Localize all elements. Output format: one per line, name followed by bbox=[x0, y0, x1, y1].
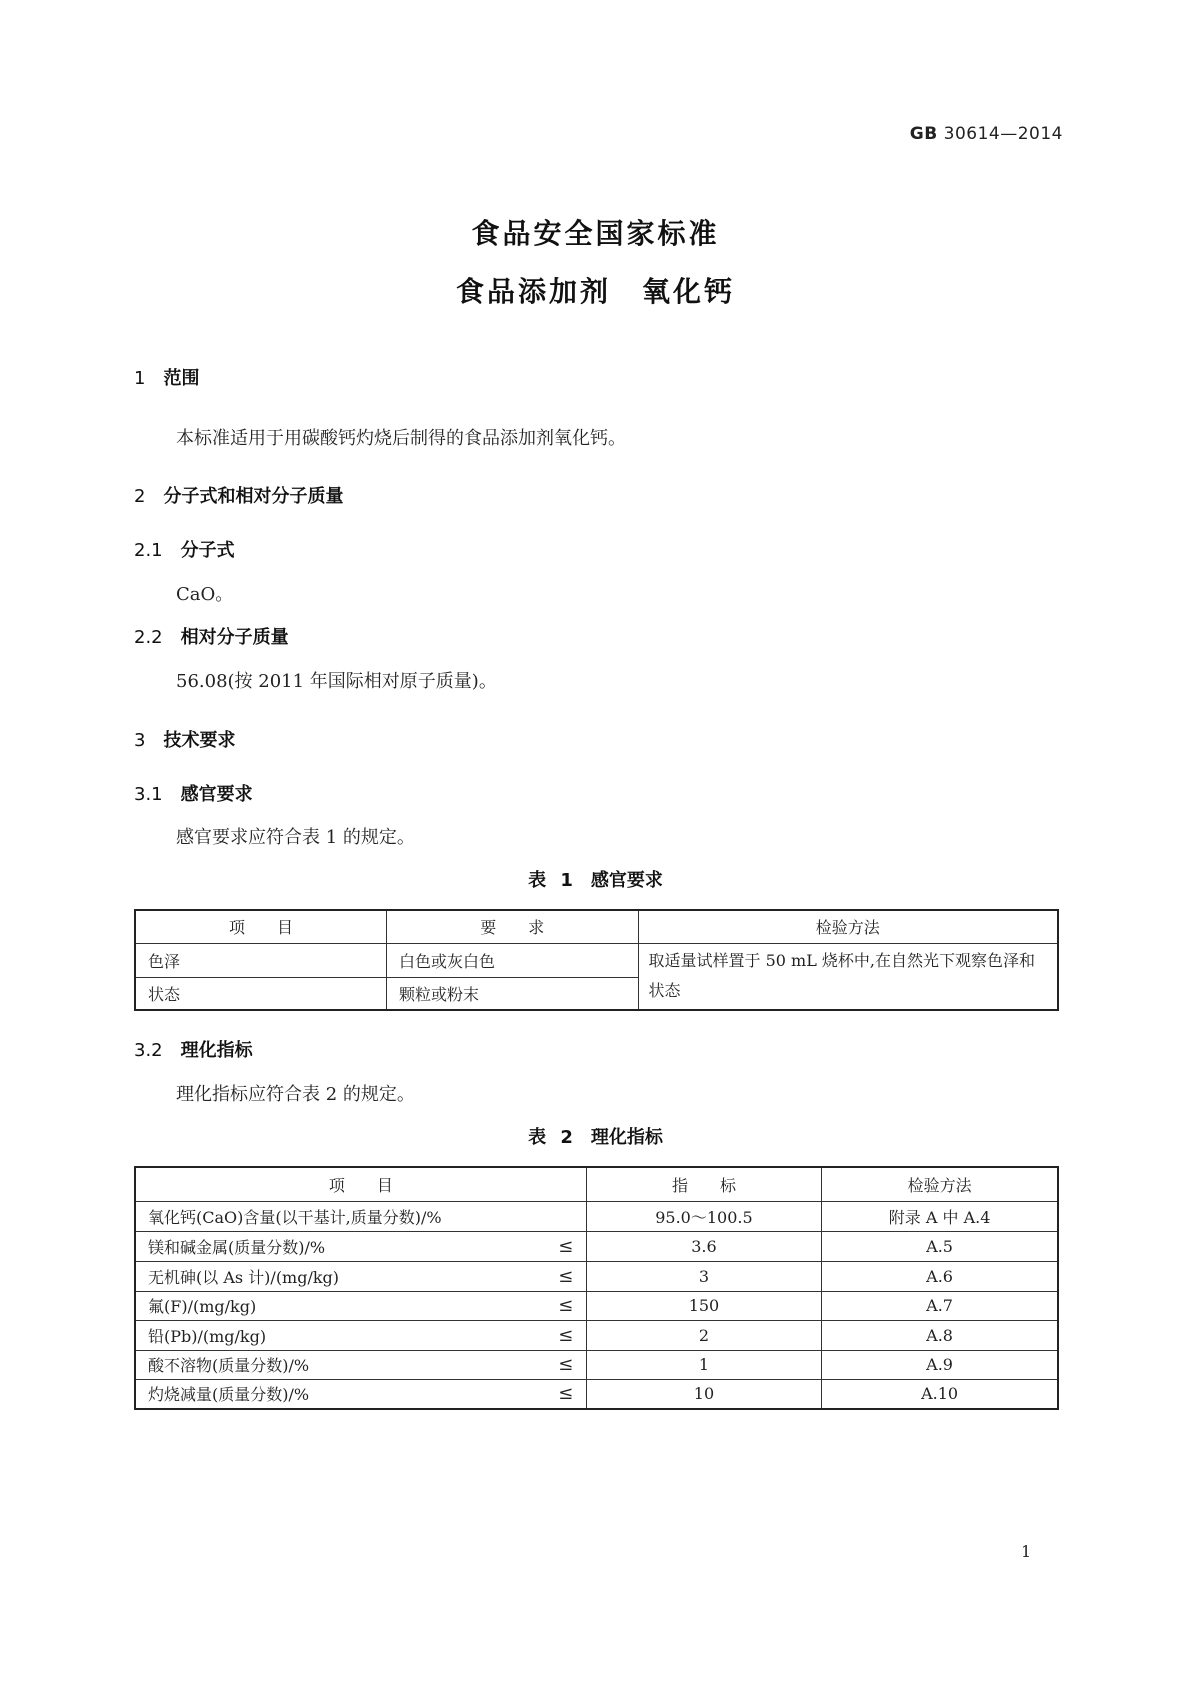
table-1 bbox=[134, 909, 1059, 1011]
section-title: 理化指标 bbox=[180, 1040, 253, 1061]
le-symbol: ≤ bbox=[546, 1320, 586, 1350]
table-row bbox=[135, 1350, 1058, 1379]
section-2-1-heading bbox=[134, 536, 235, 562]
main-title: 食品安全国家标准 bbox=[471, 217, 720, 250]
table-row bbox=[135, 943, 1058, 977]
section-3-heading bbox=[134, 726, 235, 752]
table-cell-value: 1 bbox=[586, 1350, 821, 1379]
table-cell-value: 10 bbox=[586, 1379, 821, 1409]
section-number: 2.1 bbox=[134, 540, 163, 561]
table-header-cell: 检验方法 bbox=[822, 1167, 1058, 1201]
section-1-text: 本标准适用于用碳酸钙灼烧后制得的食品添加剂氧化钙。 bbox=[176, 428, 626, 449]
table-header-cell: 项 目 bbox=[135, 910, 387, 943]
table-cell-item: 镁和碱金属(质量分数)/% bbox=[135, 1231, 546, 1261]
page-number: 1 bbox=[1021, 1542, 1032, 1561]
section-number: 2 bbox=[134, 486, 146, 507]
table-cell-requirement: 颗粒或粉末 bbox=[387, 977, 639, 1010]
section-2-1-text: CaO。 bbox=[176, 584, 234, 605]
table-2 bbox=[134, 1166, 1059, 1410]
table-cell-requirement: 白色或灰白色 bbox=[387, 943, 639, 977]
table-cell-method: A.6 bbox=[822, 1261, 1058, 1291]
section-3-2-heading bbox=[134, 1036, 253, 1062]
section-title: 技术要求 bbox=[163, 730, 236, 751]
table-cell-method: A.10 bbox=[822, 1379, 1058, 1409]
table-row bbox=[135, 1231, 1058, 1261]
table-cell-item: 铅(Pb)/(mg/kg) bbox=[135, 1320, 546, 1350]
section-1-heading bbox=[134, 364, 199, 390]
table-header-cell: 要 求 bbox=[387, 910, 639, 943]
table-cell-method: A.8 bbox=[822, 1320, 1058, 1350]
table-row bbox=[135, 1320, 1058, 1350]
table-header-cell: 指 标 bbox=[586, 1167, 821, 1201]
table-1-caption: 表 1 感官要求 bbox=[528, 870, 663, 891]
standard-code: 30614—2014 bbox=[943, 124, 1063, 144]
section-number: 1 bbox=[134, 368, 146, 389]
section-number: 3 bbox=[134, 730, 146, 751]
sub-title: 食品添加剂 氧化钙 bbox=[455, 275, 735, 308]
standard-prefix: GB bbox=[909, 124, 938, 144]
le-symbol: ≤ bbox=[546, 1261, 586, 1291]
table-cell-item: 氧化钙(CaO)含量(以干基计,质量分数)/% bbox=[135, 1201, 586, 1231]
section-title: 分子式和相对分子质量 bbox=[163, 486, 344, 507]
table-cell-method: 附录 A 中 A.4 bbox=[822, 1201, 1058, 1231]
le-symbol: ≤ bbox=[546, 1291, 586, 1320]
table-2-caption: 表 2 理化指标 bbox=[528, 1127, 663, 1148]
table-cell-method: 取适量试样置于 50 mL 烧杯中,在自然光下观察色泽和状态 bbox=[638, 943, 1058, 1010]
table-cell-item: 氟(F)/(mg/kg) bbox=[135, 1291, 546, 1320]
le-symbol: ≤ bbox=[546, 1231, 586, 1261]
section-title: 感官要求 bbox=[180, 784, 253, 805]
section-3-1-heading bbox=[134, 780, 253, 806]
section-2-2-text: 56.08(按 2011 年国际相对原子质量)。 bbox=[176, 671, 497, 692]
table-cell-item: 酸不溶物(质量分数)/% bbox=[135, 1350, 546, 1379]
table-header-row bbox=[135, 1167, 1058, 1201]
table-row bbox=[135, 1201, 1058, 1231]
table-cell-value: 3 bbox=[586, 1261, 821, 1291]
table-cell-item: 无机砷(以 As 计)/(mg/kg) bbox=[135, 1261, 546, 1291]
section-2-2-heading bbox=[134, 623, 289, 649]
table-cell-item: 灼烧减量(质量分数)/% bbox=[135, 1379, 546, 1409]
table-row bbox=[135, 1379, 1058, 1409]
section-number: 2.2 bbox=[134, 627, 163, 648]
table-cell-value: 3.6 bbox=[586, 1231, 821, 1261]
section-3-1-text: 感官要求应符合表 1 的规定。 bbox=[176, 827, 415, 848]
table-cell-method: A.5 bbox=[822, 1231, 1058, 1261]
le-symbol: ≤ bbox=[546, 1379, 586, 1409]
section-3-2-text: 理化指标应符合表 2 的规定。 bbox=[176, 1084, 415, 1105]
table-cell-item: 色泽 bbox=[135, 943, 387, 977]
table-row bbox=[135, 1291, 1058, 1320]
table-cell-value: 95.0～100.5 bbox=[586, 1201, 821, 1231]
section-number: 3.1 bbox=[134, 784, 163, 805]
table-header-cell: 项 目 bbox=[135, 1167, 586, 1201]
section-title: 范围 bbox=[163, 368, 200, 389]
table-header-cell: 检验方法 bbox=[638, 910, 1058, 943]
table-cell-value: 2 bbox=[586, 1320, 821, 1350]
table-cell-value: 150 bbox=[586, 1291, 821, 1320]
section-title: 相对分子质量 bbox=[180, 627, 289, 648]
table-header-row bbox=[135, 910, 1058, 943]
table-cell-method: A.7 bbox=[822, 1291, 1058, 1320]
section-title: 分子式 bbox=[180, 540, 235, 561]
le-symbol: ≤ bbox=[546, 1350, 586, 1379]
section-number: 3.2 bbox=[134, 1040, 163, 1061]
standard-number bbox=[910, 124, 1063, 144]
table-cell-item: 状态 bbox=[135, 977, 387, 1010]
section-2-heading bbox=[134, 482, 343, 508]
table-cell-method: A.9 bbox=[822, 1350, 1058, 1379]
table-row bbox=[135, 1261, 1058, 1291]
